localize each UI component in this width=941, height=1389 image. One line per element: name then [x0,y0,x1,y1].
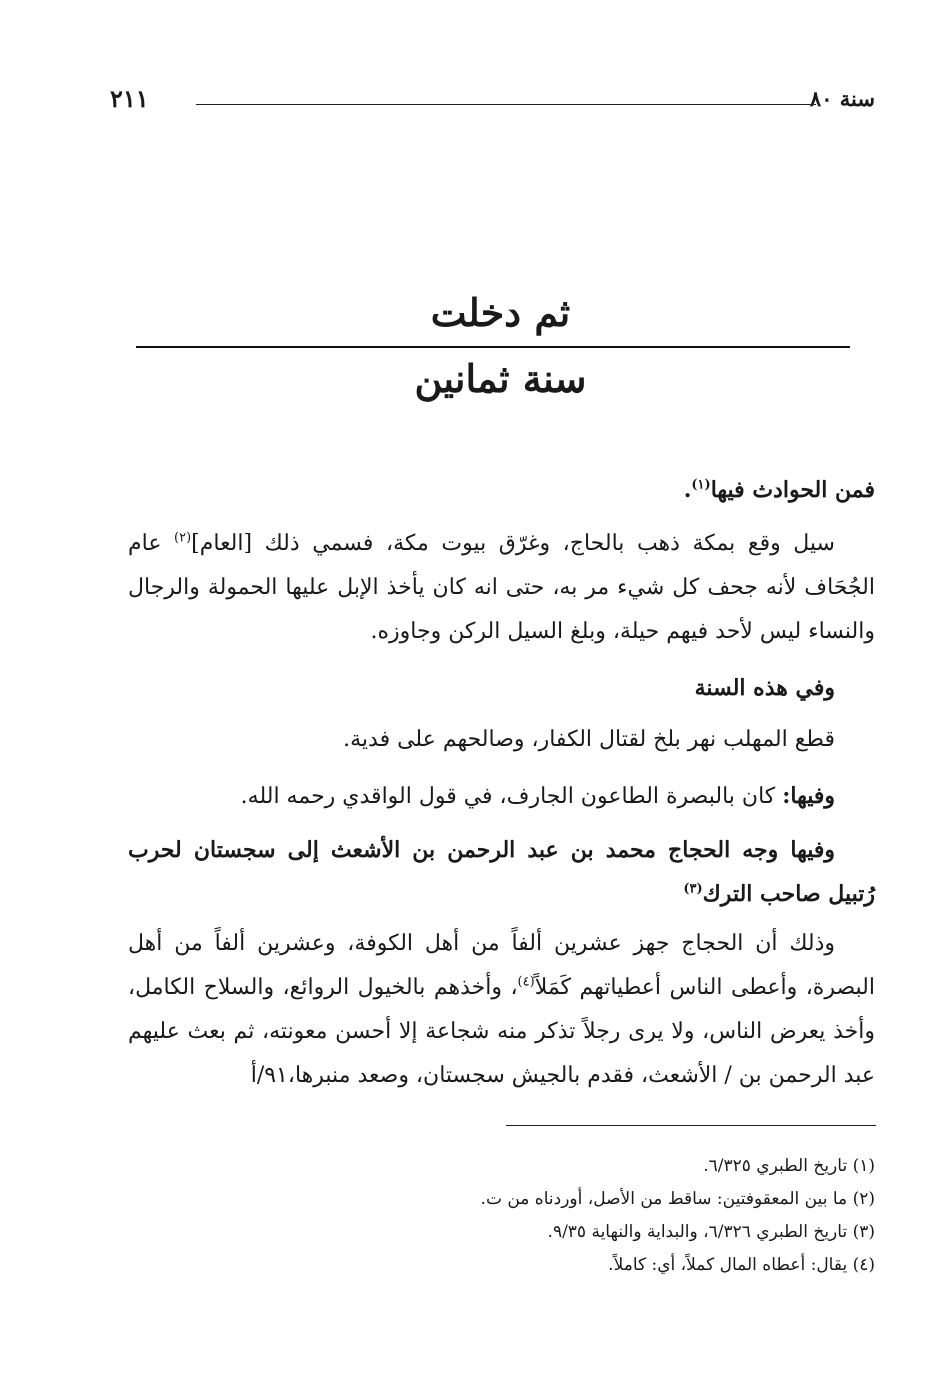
section-heading-events [128,468,875,512]
footnote-ref: (١) [691,477,711,493]
page-number: ٢١١ [110,84,149,113]
footnote-1: (١) تاريخ الطبري ٦/٣٢٥. [703,1156,875,1176]
heading-text: وفيها وجه الحجاج محمد بن عبد الرحمن بن الأشعث إلى سجستان لحرب رُتبيل صاحب الترك [128,837,875,907]
paragraph-text: عام الجُحَاف لأنه جحف كل شيء مر به، حتى انه كان يأخذ الإبل عليها الحمولة والرجال والنساء ليس لأحد فيهم حيلة، وبلغ السيل الركن وجاوزه. [128,531,875,644]
footnote-ref: (٤) [517,974,535,990]
heading-end: . [683,477,692,503]
manuscript-folio-mark: ٩١/أ [250,1063,288,1088]
paragraph-text: سيل وقع بمكة ذهب بالحاج، وغرّق بيوت مكة، فسمي ذلك [العام] [191,531,835,556]
header-rule [196,104,816,105]
footnote-3: (٣) تاريخ الطبري ٦/٣٢٦، والبداية والنهاية ٩/٣٥. [547,1222,875,1242]
section-heading-hajjaj [128,828,875,916]
paragraph-army [128,922,875,1098]
paragraph-text: وذلك أن الحجاج جهز عشرين ألفاً من أهل الكوفة، وعشرين ألفاً من أهل البصرة، وأعطى الناس أعطياتهم كَمَلاً [128,931,875,1000]
title-rule [136,346,850,348]
paragraph-muhallab: قطع المهلب نهر بلخ لقتال الكفار، وصالحهم على فدية. [343,727,835,752]
chapter-title-line1: ثم دخلت [430,290,571,335]
heading-text: فمن الحوادث فيها [710,477,875,503]
footnote-2: (٢) ما بين المعقوفتين: ساقط من الأصل، أوردناه من ت. [480,1189,875,1209]
running-title: سنة ٨٠ [809,86,875,111]
chapter-title-line2: سنة ثمانين [414,356,587,401]
footnotes [128,1150,875,1282]
footnote-ref: (٢) [174,530,192,546]
paragraph-plague [128,774,875,819]
paragraph-text: كان بالبصرة الطاعون الجارف، في قول الواقدي رحمه الله. [240,784,783,809]
paragraph-text: ، وأخذهم بالخيول الروائع، والسلاح الكامل، وأخذ يعرض الناس، ولا يرى رجلاً تذكر منه شجاعة إلا أحسن معونته، ثم بعث عليهم عبد الرحمن بن / الأشعث، فقدم بالجيش سجستان، وصعد منبرها، [128,975,875,1088]
paragraph-flood [128,522,875,654]
footnote-4: (٤) يقال: أعطاه المال كملاً، أي: كاملاً. [608,1255,875,1275]
lead-word: وفيها: [782,783,835,809]
footnote-rule [506,1125,876,1126]
section-heading-year: وفي هذه السنة [694,675,835,701]
footnote-ref: (٣) [683,881,703,897]
